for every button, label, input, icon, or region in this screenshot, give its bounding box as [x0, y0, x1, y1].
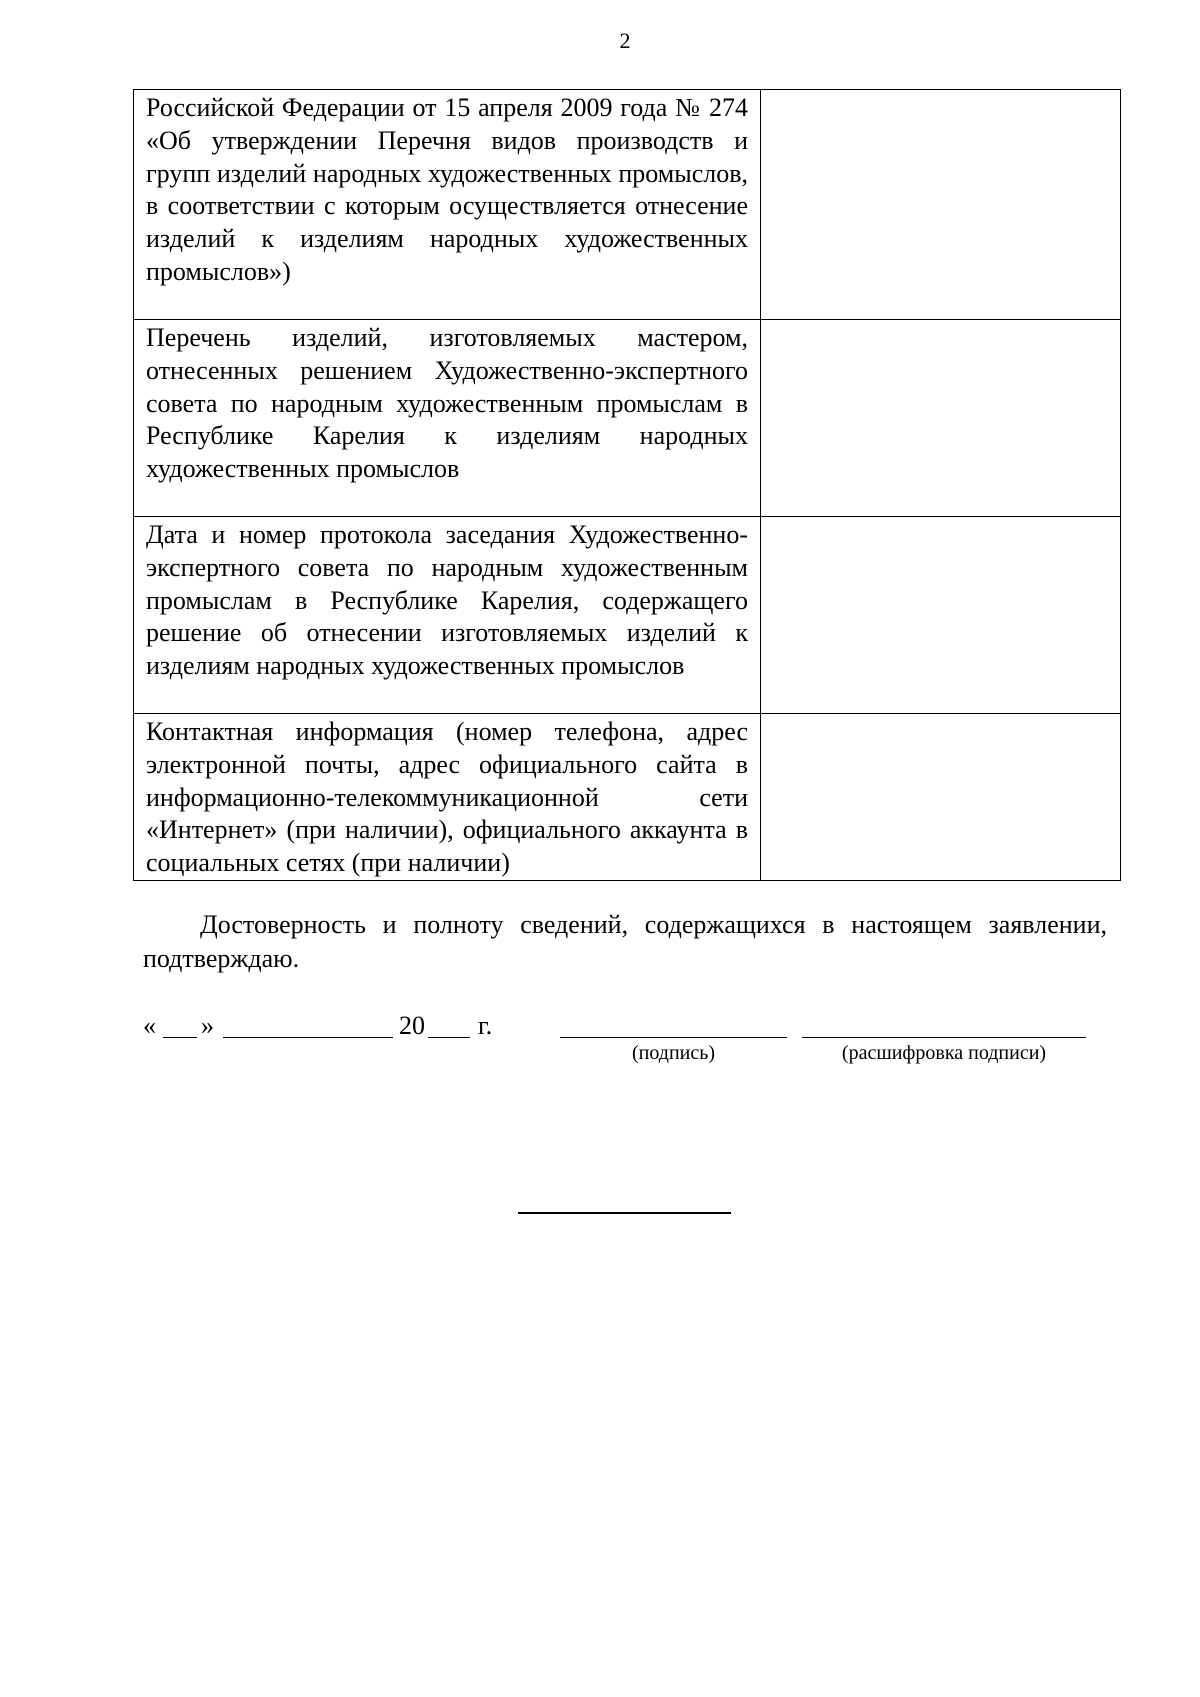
signature-decryption-blank[interactable]: [802, 1037, 1086, 1038]
table-row-value-field[interactable]: [761, 90, 1121, 320]
table-row: [134, 714, 1121, 881]
date-close-quote: »: [201, 1011, 214, 1040]
table-row-label: Дата и номер протокола заседания Художественно-экспертного совета по народным художественным промыслам в Республике Карелия, содержащего решение об отнесении изготовляемых изделий к изделиям народных художественных промыслов: [134, 517, 761, 714]
application-table: [133, 89, 1121, 881]
page-number: 2: [619, 28, 631, 53]
signature-blank[interactable]: [560, 1037, 787, 1038]
table-row-label: Контактная информация (номер телефона, адрес электронной почты, адрес официального сайта в информационно-телекоммуникационной сети «Интернет» (при наличии), официального аккаунта в социальных сетях (при наличии): [134, 714, 761, 881]
table-row-value-field[interactable]: [761, 320, 1121, 517]
month-blank[interactable]: [223, 1037, 393, 1038]
table-row: [134, 517, 1121, 714]
table-row-value-field[interactable]: [761, 517, 1121, 714]
date-open-quote: «: [143, 1011, 156, 1040]
year-prefix: 20: [399, 1011, 425, 1040]
table-row: [134, 90, 1121, 320]
signature-caption: (подпись): [631, 1042, 716, 1064]
table-row: [134, 320, 1121, 517]
confirmation-statement: Достоверность и полноту сведений, содержащихся в настоящем заявлении, подтверждаю.: [143, 910, 1107, 973]
end-of-document-rule: [518, 1212, 731, 1214]
day-blank[interactable]: [163, 1037, 197, 1038]
table-row-label: Перечень изделий, изготовляемых мастером, отнесенных решением Художественно-экспертного совета по народным художественным промыслам в Республике Карелия к изделиям народных художественных промыслов: [134, 320, 761, 517]
signature-decryption-caption: (расшифровка подписи): [841, 1042, 1047, 1064]
table-row-value-field[interactable]: [761, 714, 1121, 881]
year-suffix: г.: [478, 1011, 493, 1040]
table-row-label: Российской Федерации от 15 апреля 2009 года № 274 «Об утверждении Перечня видов производств и групп изделий народных художественных промыслов, в соответствии с которым осуществляется отнесение изделий к изделиям народных художественных промыслов»): [134, 90, 761, 320]
year-blank[interactable]: [428, 1037, 470, 1038]
